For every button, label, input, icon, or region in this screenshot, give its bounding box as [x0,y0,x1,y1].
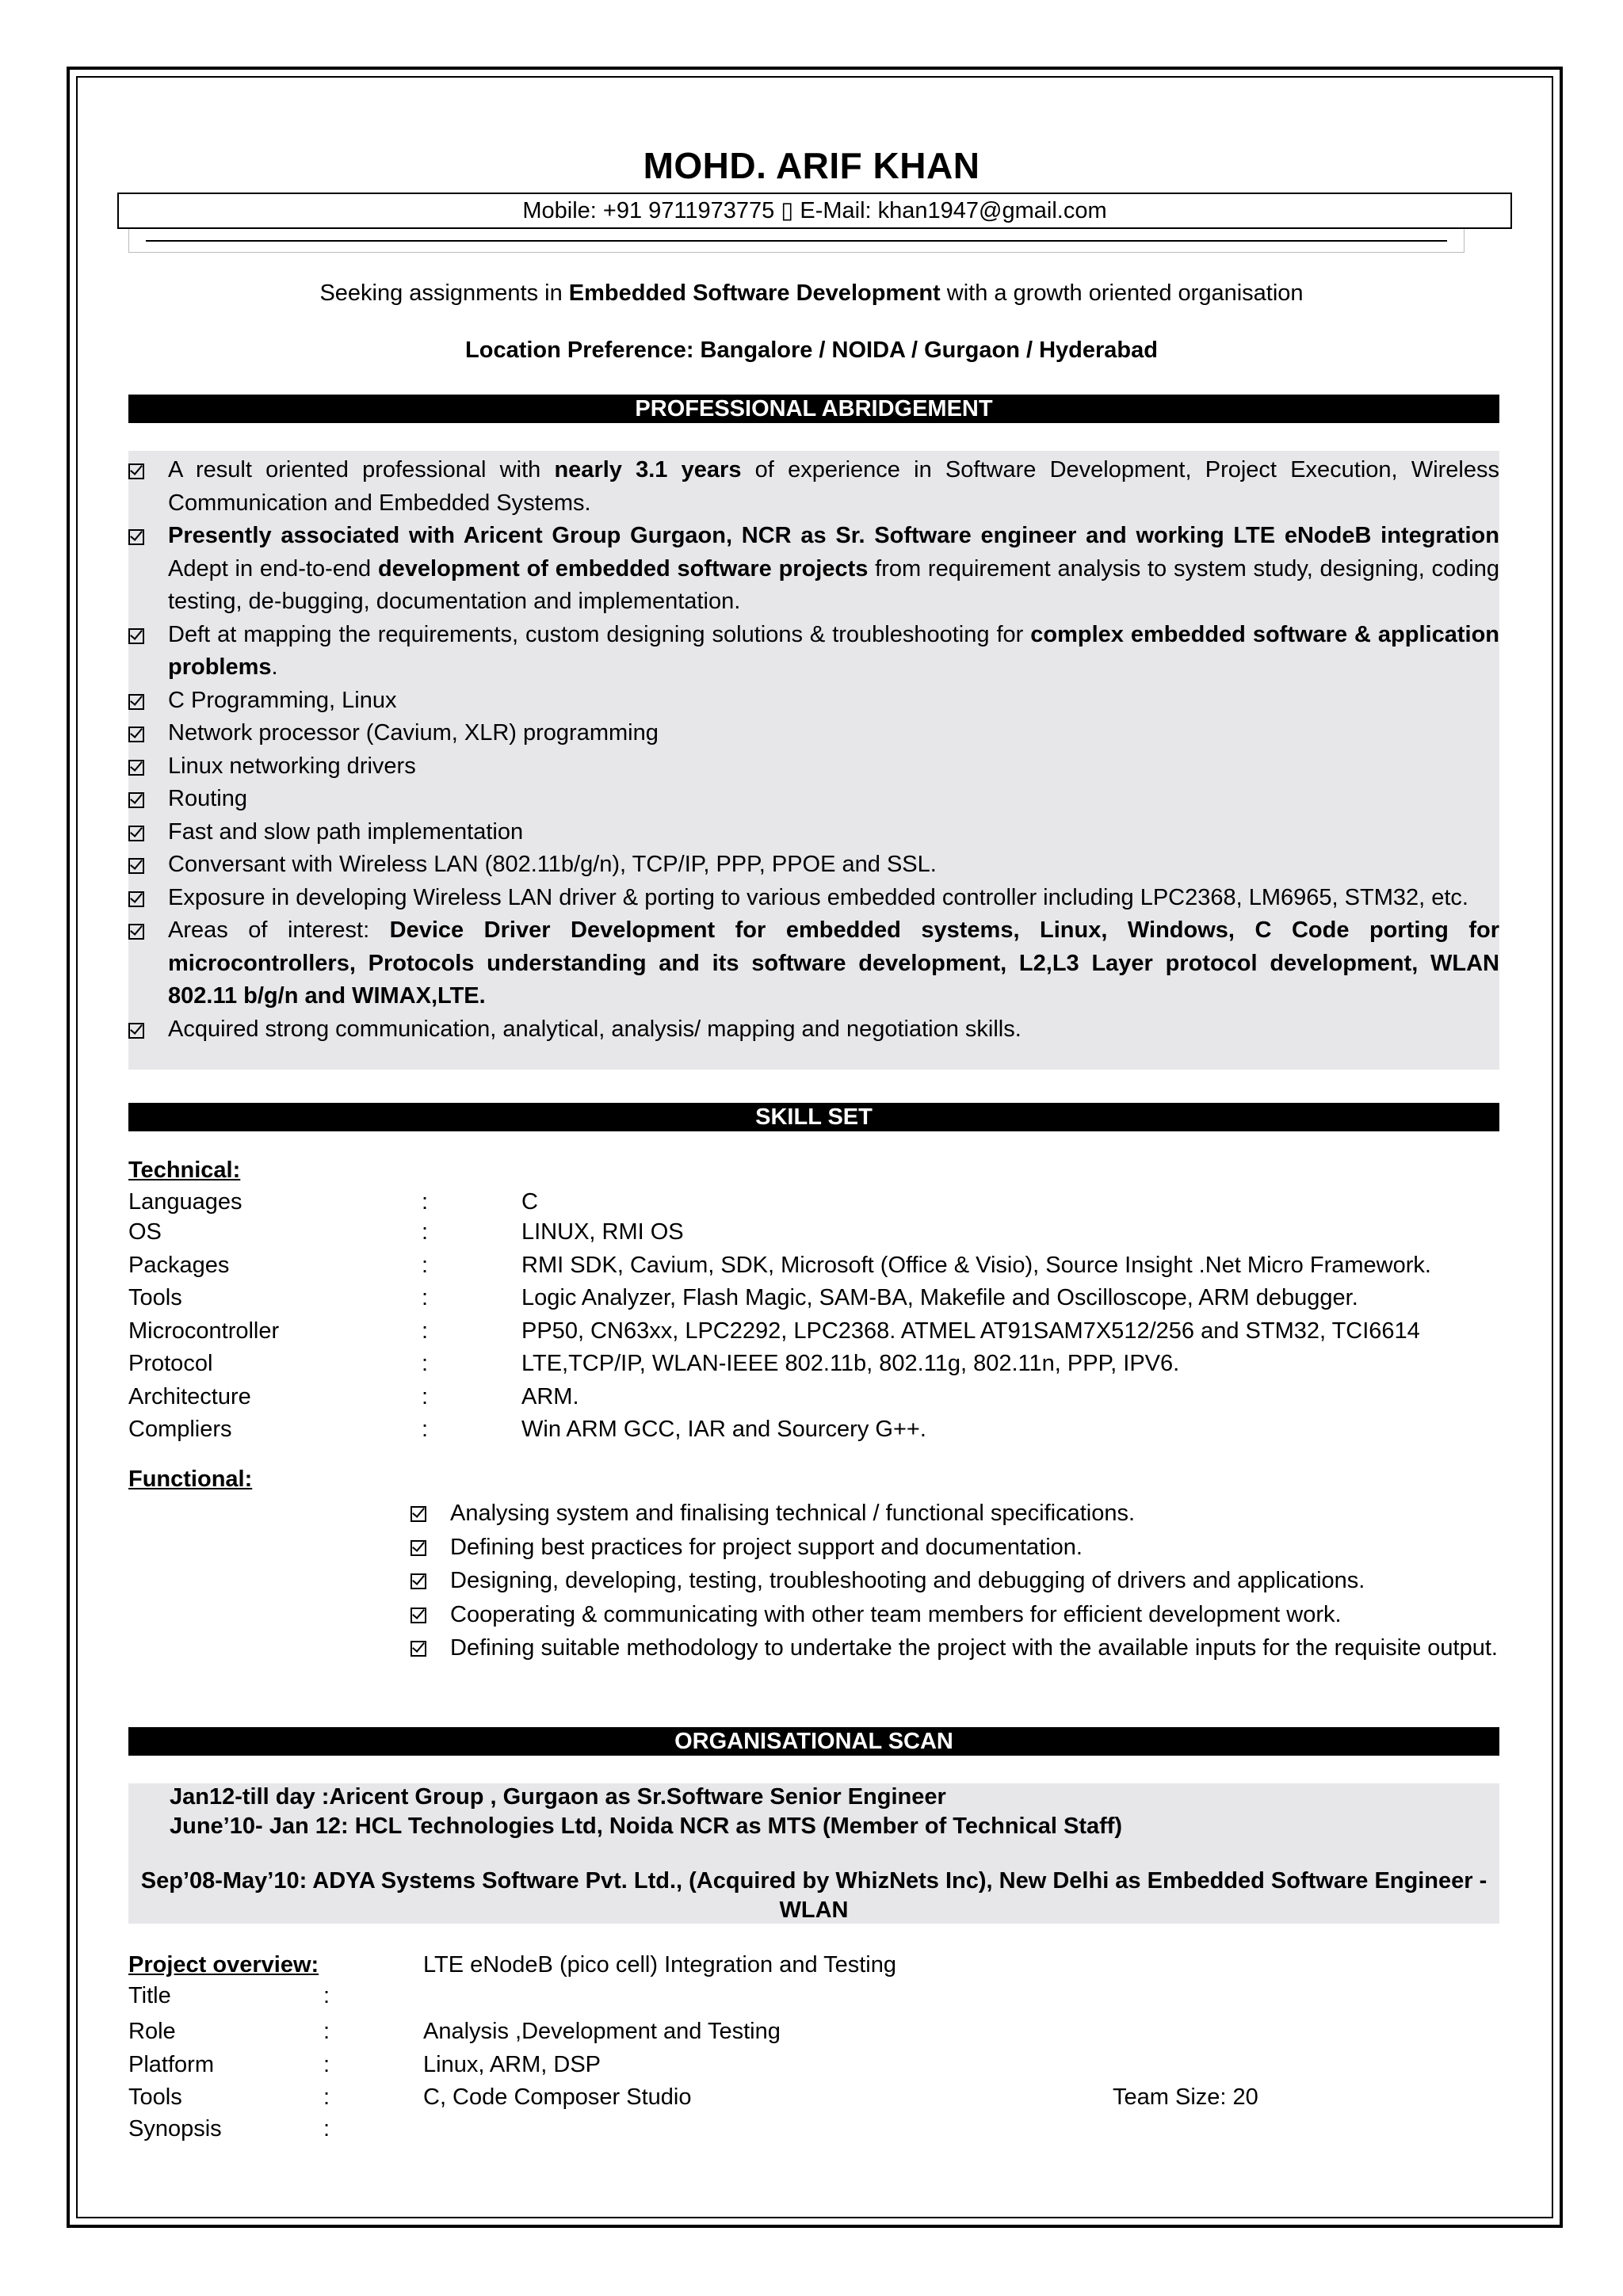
abridgement-text: complex embedded software & application problems [168,621,1500,680]
checkbox-icon [128,792,144,808]
abridgement-item [128,849,1499,882]
project-separator: : [323,2084,330,2110]
project-separator: : [323,2019,330,2044]
technical-label: OS [128,1219,162,1245]
technical-row [128,1348,1515,1381]
technical-label: Microcontroller [128,1318,280,1344]
functional-heading: Functional: [128,1466,253,1492]
project-row [128,2050,1515,2080]
technical-value: C [521,1189,538,1215]
career-objective [0,280,1623,307]
technical-row [128,1381,1515,1414]
technical-value: PP50, CN63xx, LPC2292, LPC2368. ATMEL AT91SAM7X512/256 and STM32, TCI6614 [521,1318,1420,1344]
project-value: Analysis ,Development and Testing [423,2019,781,2044]
abridgement-text: from requirement analysis to system study, designing, coding testing, de-bugging, documentation and implementation. [168,555,1499,614]
abridgement-text: of experience in Software Development, Project Execution, Wireless Communication and Embedded Systems. [168,457,1499,516]
project-value: C, Code Composer Studio [423,2084,692,2110]
technical-value: LTE,TCP/IP, WLAN-IEEE 802.11b, 802.11g, 802.11n, PPP, IPV6. [521,1351,1180,1376]
abridgement-list [128,454,1499,1046]
abridgement-text: Areas of interest: [168,917,390,943]
technical-value: Logic Analyzer, Flash Magic, SAM-BA, Makefile and Oscilloscope, ARM debugger. [521,1285,1358,1310]
project-label: Synopsis [128,2116,222,2142]
functional-text: Defining best practices for project support and documentation. [450,1534,1083,1560]
project-row [128,2082,1515,2112]
contact-info: Mobile: +91 9711973775 ▯ E-Mail: khan1947@gmail.com [117,193,1512,229]
project-label: Role [128,2019,176,2044]
abridgement-item [128,520,1499,619]
abridgement-item [128,619,1499,685]
technical-label: Architecture [128,1383,251,1409]
functional-item [411,1564,1499,1598]
checkbox-icon [411,1506,426,1522]
technical-row [128,1249,1515,1283]
abridgement-text: nearly 3.1 years [554,457,742,482]
employment-earliest: Sep’08-May’10: ADYA Systems Software Pvt. Ltd., (Acquired by WhizNets Inc), New Delhi as Embedded Software Engineer - WLAN [140,1868,1487,1923]
functional-item [411,1631,1499,1665]
project-label: Title [128,1983,171,2008]
abridgement-item [128,717,1499,750]
abridgement-text: Exposure in developing Wireless LAN driver & porting to various embedded controller including LPC2368, LM6965, STM32, etc. [168,884,1468,910]
technical-separator: : [422,1383,429,1409]
project-label: Tools [128,2084,182,2110]
checkbox-icon [128,463,144,479]
abridgement-text: Presently associated with Aricent Group Gurgaon, NCR as Sr. Software engineer and working LTE eNodeB integration [168,523,1499,548]
checkbox-icon [128,858,144,874]
technical-label: Compliers [128,1417,232,1442]
project-separator: : [323,2116,330,2142]
checkbox-icon [411,1573,426,1589]
functional-item [411,1497,1499,1531]
section-bar-skills: SKILL SET [128,1103,1499,1131]
abridgement-text: Adept in end-to-end [168,555,378,582]
technical-label: Tools [128,1285,182,1310]
project-label: Platform [128,2052,214,2077]
technical-separator: : [422,1252,429,1278]
abridgement-item [128,783,1499,816]
technical-row [128,1188,1515,1216]
project-row [128,1981,1515,2011]
functional-text: Defining suitable methodology to undertake the project with the available inputs for the requisite output. [450,1635,1498,1661]
abridgement-text: Conversant with Wireless LAN (802.11b/g/n), TCP/IP, PPP, PPOE and SSL. [168,852,937,877]
technical-row [128,1216,1515,1249]
functional-text: Analysing system and finalising technical / functional specifications. [450,1501,1136,1526]
checkbox-icon [128,891,144,907]
abridgement-item [128,816,1499,849]
technical-label: Packages [128,1252,230,1278]
technical-row [128,1315,1515,1348]
checkbox-icon [128,628,144,644]
abridgement-text: Fast and slow path implementation [168,818,524,845]
abridgement-text: development of embedded software projects [377,555,869,582]
abridgement-text: Deft at mapping the requirements, custom designing solutions & troubleshooting for [168,621,1031,647]
abridgement-text: Device Driver Development for embedded systems, Linux, Windows, C Code porting for microcontrollers, Protocols understanding and its software development, L2,L3 Layer protocol development, WLAN 802.11 b/g/n and WIMAX,LTE. [168,917,1499,1009]
technical-separator: : [422,1219,429,1245]
project-separator: : [323,1983,330,2008]
abridgement-text: C Programming, Linux [168,687,397,713]
objective-suffix: with a growth oriented organisation [940,280,1304,306]
checkbox-icon [128,826,144,841]
project-row [128,2114,1515,2144]
candidate-name: MOHD. ARIF KHAN [643,145,980,186]
employment-previous: June’10- Jan 12: HCL Technologies Ltd, Noida NCR as MTS (Member of Technical Staff) [170,1814,1123,1839]
checkbox-icon [411,1641,426,1657]
project-overview-value: LTE eNodeB (pico cell) Integration and Testing [423,1952,896,1978]
technical-row [128,1413,1515,1447]
objective-prefix: Seeking assignments in [319,280,569,306]
technical-value: LINUX, RMI OS [521,1219,684,1245]
technical-heading: Technical: [128,1158,241,1183]
checkbox-icon [128,1023,144,1039]
project-overview [128,1952,319,1978]
checkbox-icon [411,1608,426,1623]
project-row [128,2016,1515,2046]
technical-label: Protocol [128,1351,213,1376]
technical-separator: : [422,1417,429,1442]
technical-skills-table [128,1188,1515,1447]
abridgement-text: A result oriented professional with [168,457,555,482]
checkbox-icon [128,760,144,776]
abridgement-text: Network processor (Cavium, XLR) programming [168,720,659,746]
technical-separator: : [422,1285,429,1310]
technical-row [128,1282,1515,1315]
checkbox-icon [128,924,144,940]
project-value: Linux, ARM, DSP [423,2052,601,2077]
functional-item [411,1531,1499,1565]
technical-separator: : [422,1318,429,1344]
abridgement-text: Routing [168,786,247,811]
project-overview-heading: Project overview: [128,1952,319,1978]
abridgement-item [128,1013,1499,1047]
technical-separator: : [422,1351,429,1376]
abridgement-text: . [271,654,278,680]
abridgement-item [128,914,1499,1013]
checkbox-icon [411,1540,426,1556]
project-separator: : [323,2052,330,2077]
checkbox-icon [128,694,144,710]
abridgement-text: Linux networking drivers [168,753,416,779]
technical-value: ARM. [521,1383,579,1409]
checkbox-icon [128,529,144,545]
technical-value: Win ARM GCC, IAR and Sourcery G++. [521,1417,926,1442]
abridgement-text: Acquired strong communication, analytical, analysis/ mapping and negotiation skills. [168,1016,1022,1042]
functional-skills-list [411,1497,1499,1665]
abridgement-item [128,882,1499,915]
abridgement-item [128,454,1499,520]
location-preference: Location Preference: Bangalore / NOIDA / Gurgaon / Hyderabad [465,338,1158,363]
section-bar-organisational: ORGANISATIONAL SCAN [128,1727,1499,1756]
functional-text: Designing, developing, testing, troubleshooting and debugging of drivers and applications. [450,1568,1365,1593]
employment-current: Jan12-till day :Aricent Group , Gurgaon as Sr.Software Senior Engineer [170,1784,946,1810]
technical-value: RMI SDK, Cavium, SDK, Microsoft (Office & Visio), Source Insight .Net Micro Framework. [521,1252,1431,1278]
checkbox-icon [128,727,144,742]
section-bar-abridgement: PROFESSIONAL ABRIDGEMENT [128,395,1499,423]
abridgement-item [128,685,1499,718]
abridgement-item [128,750,1499,784]
header-divider [146,240,1447,242]
objective-highlight: Embedded Software Development [568,280,941,306]
functional-item [411,1598,1499,1632]
functional-text: Cooperating & communicating with other team members for efficient development work. [450,1601,1342,1627]
technical-separator: : [422,1189,429,1215]
technical-label: Languages [128,1189,242,1215]
team-size: Team Size: 20 [1113,2084,1258,2110]
